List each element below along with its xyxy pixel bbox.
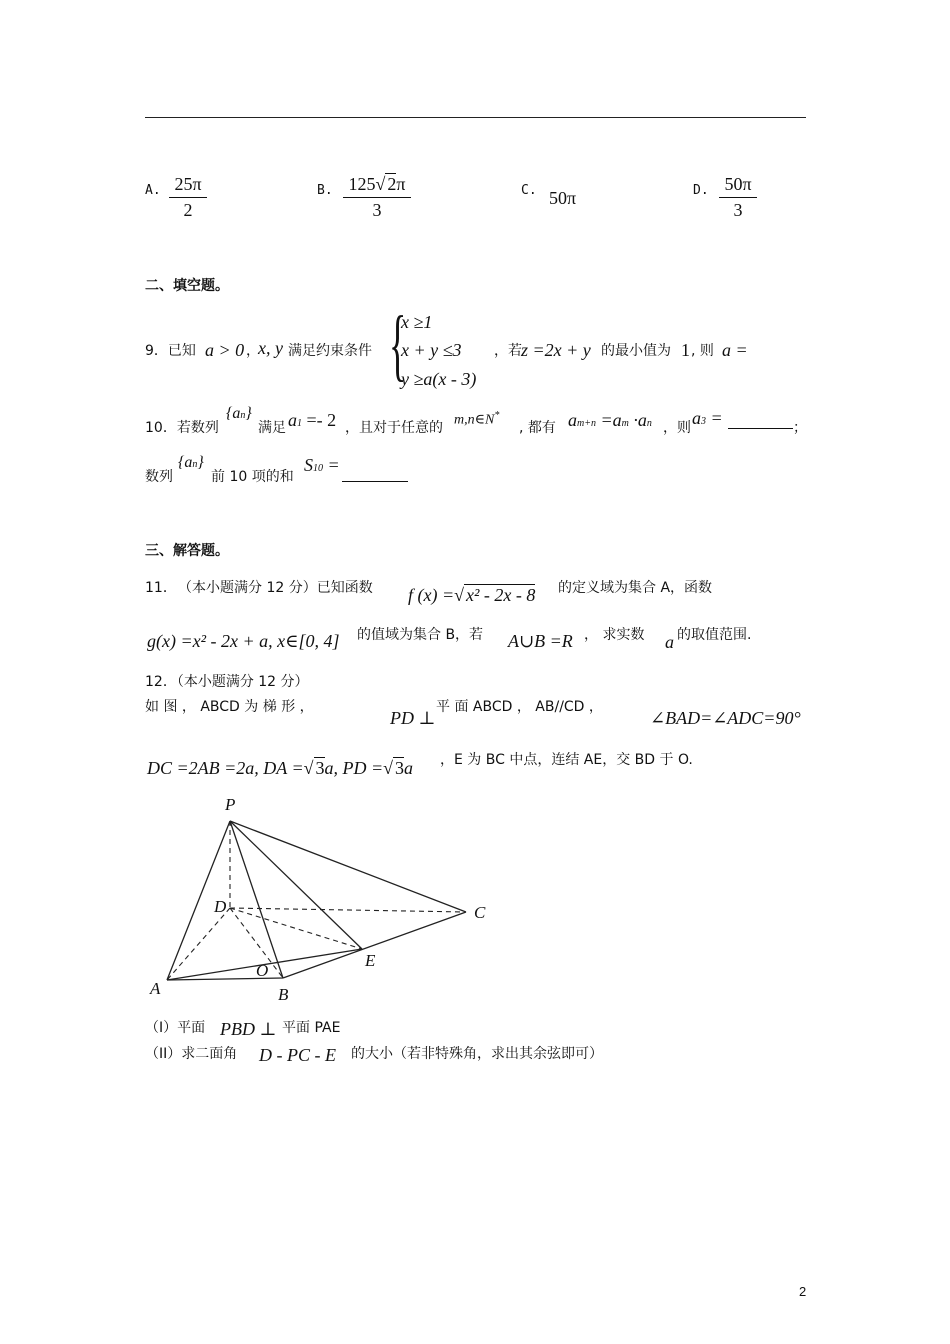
label-e: E — [365, 951, 376, 970]
q9-c3: y ≥a(x - 3) — [401, 369, 477, 389]
q10-text2: ，且对于任意的 — [345, 420, 443, 436]
q9-z: z =2x + y — [521, 340, 591, 360]
q10-semicolon: ； — [793, 420, 807, 436]
q12-part1-a: （I）平面 — [145, 1020, 206, 1036]
q10-relation: am+n =am ·an — [568, 410, 652, 430]
section-3-title: 三、解答题。 — [145, 543, 229, 559]
edge-pb — [230, 821, 283, 978]
q9-number: 9．已知 — [145, 343, 196, 359]
edge-pe — [230, 821, 362, 949]
q10-number: 10．若数列 — [145, 420, 219, 436]
q10-text1: 满足 — [258, 420, 286, 436]
q10-blank-2[interactable] — [342, 481, 408, 482]
q9-c2: x + y ≤3 — [401, 340, 462, 360]
q9-text3: 的最小值为 — [601, 343, 671, 359]
q12-line1b: 平 面 ABCD ， AB//CD ， — [436, 699, 603, 715]
pyramid-figure — [140, 790, 500, 1005]
q9-c1: x ≥1 — [401, 312, 433, 332]
q10-a3: a3 = — [692, 408, 723, 428]
label-d: D — [214, 897, 227, 916]
label-c: C — [474, 903, 486, 922]
q12-line2: DC =2AB =2a, DA =√ 3a, PD =√ 3a — [147, 758, 414, 778]
option-c-label: C. — [521, 183, 537, 198]
q10-seq: {an} — [226, 405, 252, 422]
q11-text5: 的取值范围. — [677, 627, 752, 643]
q12-angle: ∠BAD=∠ADC=90° — [650, 708, 801, 728]
q12-line2-text: ，E 为 BC 中点，连结 AE，交 BD 于 O. — [440, 752, 693, 768]
q12-part2-a: （II）求二面角 — [145, 1046, 238, 1062]
q10-mn: m,n∈N* — [454, 410, 500, 428]
option-b-value: 125√ 2π 3 — [343, 174, 411, 221]
edge-dc — [230, 908, 466, 912]
q10-seq-2: {an} — [178, 454, 204, 471]
q12-number: 12．（本小题满分 12 分） — [145, 674, 309, 690]
q10-blank-1[interactable] — [728, 428, 793, 429]
q12-part1-b: 平面 PAE — [282, 1020, 341, 1036]
option-c-value: 50π — [549, 188, 577, 208]
q11-a: a — [665, 632, 674, 652]
q11-text2: 的定义域为集合 A，函数 — [558, 580, 713, 596]
q10-s10: S10 = — [304, 455, 340, 475]
q9-text1: 满足约束条件 — [288, 343, 372, 359]
label-b: B — [278, 985, 289, 1004]
page-number: 2 — [799, 1284, 807, 1299]
q9-sep: ， — [246, 343, 260, 359]
q9-cond: a > 0 — [205, 340, 245, 360]
q9-brace: { — [389, 301, 407, 389]
q9-vars: x, y — [258, 338, 283, 358]
q9-text2: ，若 — [494, 343, 522, 359]
label-o: O — [256, 961, 269, 980]
q11-number: 11． — [145, 580, 177, 596]
q9-ans: a = — [722, 340, 748, 360]
option-b-label: B. — [317, 183, 333, 198]
label-p: P — [225, 795, 236, 814]
option-a-value: 25π 2 — [169, 174, 207, 221]
q12-line1a: 如 图 ， ABCD 为 梯 形 ， — [145, 699, 314, 715]
q12-pd: PD ⊥ — [390, 708, 436, 728]
option-a-label: A. — [145, 183, 161, 198]
q10-line2-pre: 数列 — [145, 469, 173, 485]
q11-text1: （本小题满分 12 分）已知函数 — [178, 580, 373, 596]
q10-text4: ，则 — [663, 420, 691, 436]
q12-part2-b: 的大小（若非特殊角，求出其余弦即可） — [351, 1046, 603, 1062]
label-a: A — [150, 979, 161, 998]
edge-pc — [230, 821, 466, 912]
q9-one: 1 — [681, 340, 690, 360]
q10-text3: , 都有 — [519, 420, 556, 436]
q11-f: f (x) =√ x² - 2x - 8 — [408, 585, 536, 605]
header-rule — [145, 117, 806, 118]
q11-g: g(x) =x² - 2x + a, x∈[0, 4] — [147, 631, 340, 651]
q11-text4: ， 求实数 — [584, 627, 645, 643]
edge-de — [230, 908, 362, 949]
option-d-value: 50π 3 — [719, 174, 757, 221]
q9-text4: , 则 — [691, 343, 714, 359]
q12-part2-m: D - PC - E — [259, 1045, 336, 1065]
edge-da — [167, 908, 230, 980]
q10-text5: 前 10 项的和 — [211, 469, 294, 485]
q10-a1: a1 =- 2 — [288, 410, 337, 430]
option-d-label: D. — [693, 183, 709, 198]
section-2-title: 二、填空题。 — [145, 278, 229, 294]
q11-text3: 的值域为集合 B，若 — [357, 627, 484, 643]
q11-union: A∪B =R — [508, 631, 573, 651]
q12-part1-m: PBD ⊥ — [220, 1019, 277, 1039]
